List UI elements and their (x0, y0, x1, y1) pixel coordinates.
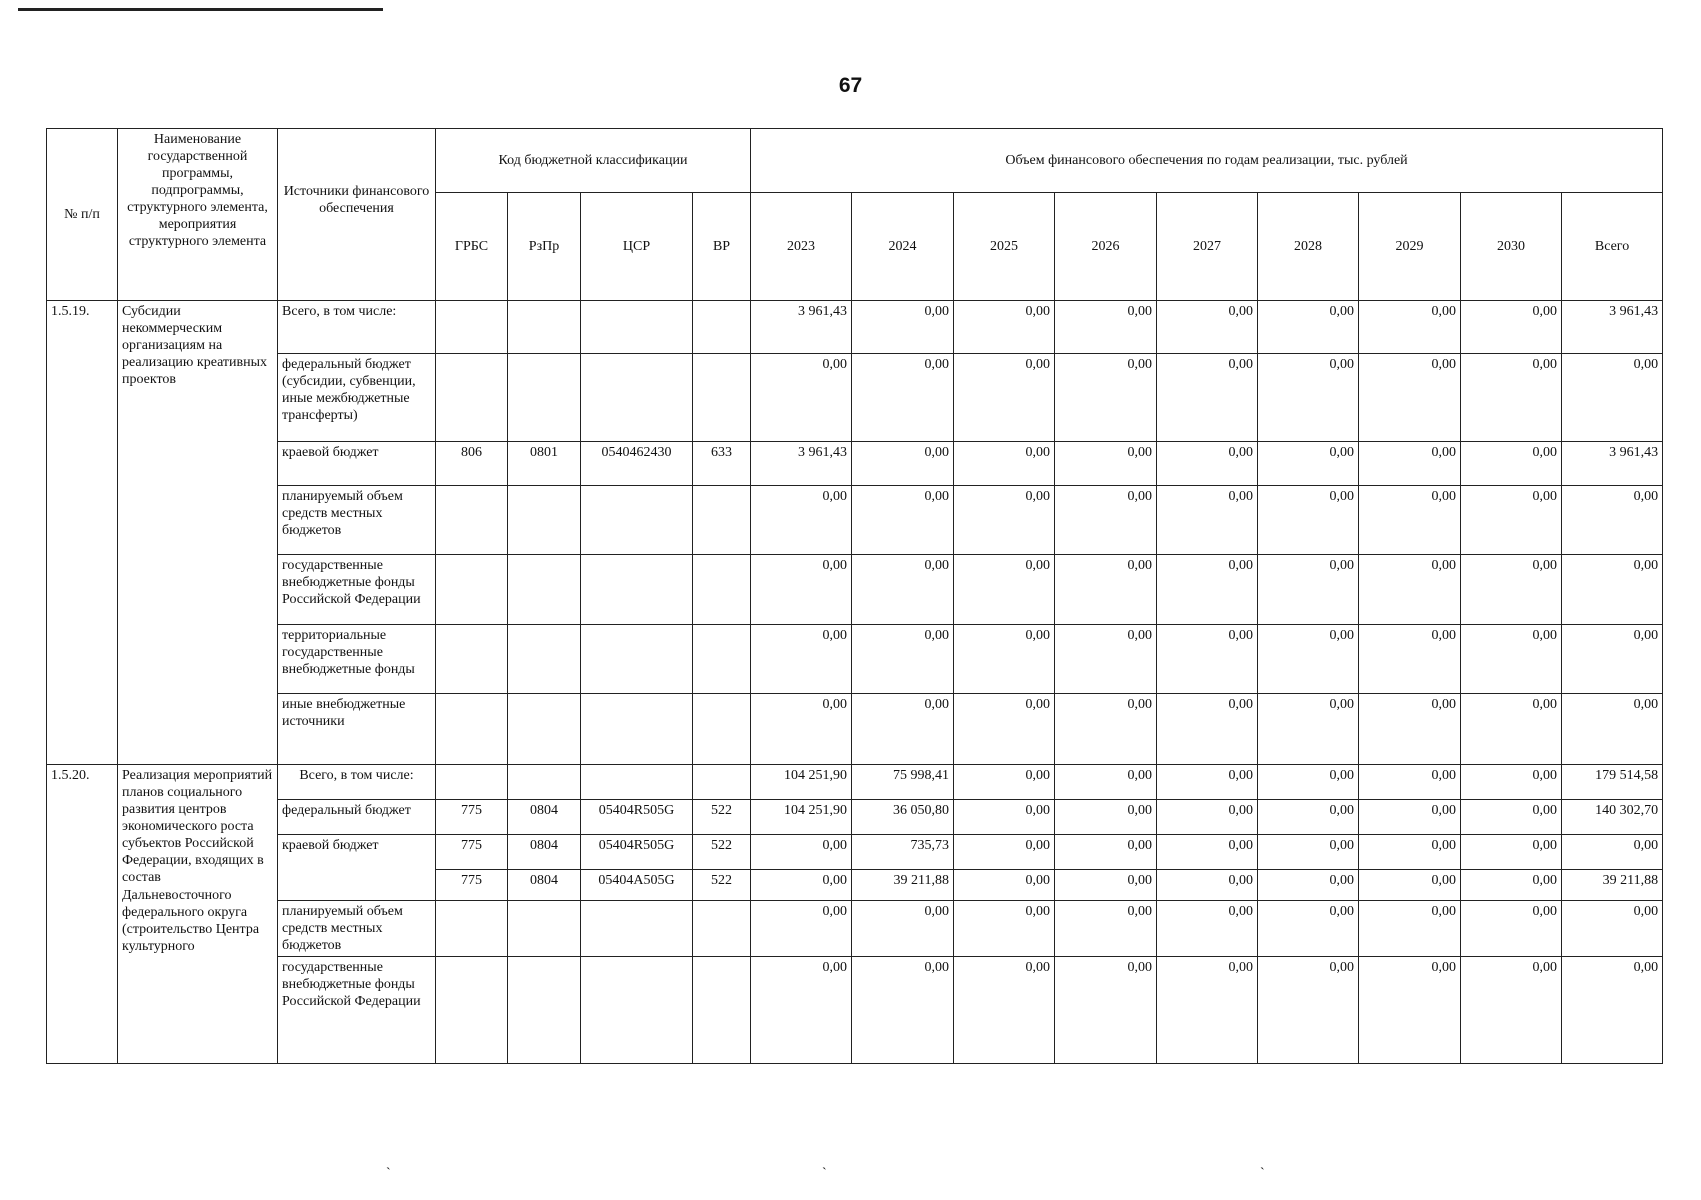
budget-code-cell (581, 354, 693, 442)
budget-code-cell: 775 (436, 870, 508, 901)
budget-code-cell (693, 486, 751, 555)
amount-cell: 0,00 (1562, 555, 1663, 625)
amount-cell: 104 251,90 (751, 765, 852, 800)
funding-source: планируемый объем средств местных бюджетов (278, 901, 436, 957)
budget-code-cell (581, 301, 693, 354)
amount-cell: 0,00 (1055, 835, 1157, 870)
amount-cell: 0,00 (1562, 486, 1663, 555)
amount-cell: 0,00 (954, 442, 1055, 486)
amount-cell: 0,00 (1055, 957, 1157, 1064)
amount-cell: 0,00 (1461, 486, 1562, 555)
amount-cell: 179 514,58 (1562, 765, 1663, 800)
funding-source: территориальные государственные внебюджетные фонды (278, 625, 436, 694)
budget-code-cell: 633 (693, 442, 751, 486)
amount-cell: 0,00 (1461, 301, 1562, 354)
amount-cell: 0,00 (1258, 486, 1359, 555)
amount-cell: 0,00 (954, 486, 1055, 555)
amount-cell: 0,00 (1157, 442, 1258, 486)
amount-cell: 0,00 (852, 957, 954, 1064)
amount-cell: 0,00 (1359, 625, 1461, 694)
budget-code-cell (693, 901, 751, 957)
budget-code-cell (581, 486, 693, 555)
amount-cell: 36 050,80 (852, 800, 954, 835)
amount-cell: 0,00 (1461, 870, 1562, 901)
amount-cell: 0,00 (1461, 555, 1562, 625)
budget-code-cell (508, 301, 581, 354)
amount-cell: 0,00 (1461, 957, 1562, 1064)
budget-code-cell: 05404R505G (581, 835, 693, 870)
budget-code-cell (581, 625, 693, 694)
funding-source: краевой бюджет (278, 442, 436, 486)
header-code: ЦСР (581, 193, 693, 301)
budget-code-cell (508, 625, 581, 694)
amount-cell: 0,00 (852, 486, 954, 555)
budget-code-cell (436, 625, 508, 694)
amount-cell: 0,00 (1461, 800, 1562, 835)
budget-code-cell (581, 694, 693, 765)
budget-code-cell (436, 765, 508, 800)
budget-code-cell (693, 694, 751, 765)
amount-cell: 0,00 (954, 694, 1055, 765)
budget-code-cell: 0801 (508, 442, 581, 486)
table-row (47, 555, 1663, 625)
budget-code-cell (508, 354, 581, 442)
amount-cell: 0,00 (1157, 957, 1258, 1064)
amount-cell: 39 211,88 (1562, 870, 1663, 901)
amount-cell: 0,00 (1258, 694, 1359, 765)
budget-code-cell (508, 957, 581, 1064)
table-row (47, 442, 1663, 486)
amount-cell: 735,73 (852, 835, 954, 870)
amount-cell: 0,00 (954, 765, 1055, 800)
amount-cell: 0,00 (1359, 354, 1461, 442)
amount-cell: 0,00 (751, 870, 852, 901)
budget-code-cell: 522 (693, 800, 751, 835)
header-year: 2029 (1359, 193, 1461, 301)
amount-cell: 0,00 (1157, 354, 1258, 442)
amount-cell: 0,00 (1157, 694, 1258, 765)
amount-cell: 104 251,90 (751, 800, 852, 835)
budget-code-cell: 05404A505G (581, 870, 693, 901)
budget-code-cell: 0804 (508, 870, 581, 901)
budget-code-cell (581, 901, 693, 957)
amount-cell: 0,00 (1461, 442, 1562, 486)
budget-code-cell: 522 (693, 835, 751, 870)
amount-cell: 0,00 (1461, 354, 1562, 442)
amount-cell: 0,00 (1157, 870, 1258, 901)
amount-cell: 0,00 (1055, 486, 1157, 555)
header-code: ВР (693, 193, 751, 301)
budget-code-cell (693, 354, 751, 442)
amount-cell: 0,00 (954, 301, 1055, 354)
budget-code-cell (508, 765, 581, 800)
amount-cell: 0,00 (1055, 301, 1157, 354)
header-volume-group: Объем финансового обеспечения по годам реализации, тыс. рублей (751, 129, 1663, 193)
budget-code-cell (693, 301, 751, 354)
amount-cell: 0,00 (1359, 957, 1461, 1064)
funding-source: планируемый объем средств местных бюджетов (278, 486, 436, 555)
header-year: 2027 (1157, 193, 1258, 301)
amount-cell: 0,00 (1461, 625, 1562, 694)
budget-code-cell: 05404R505G (581, 800, 693, 835)
header-year: 2024 (852, 193, 954, 301)
amount-cell: 0,00 (1258, 901, 1359, 957)
item-name: Субсидии некоммерческим организациям на реализацию креативных проектов (118, 301, 278, 765)
amount-cell: 0,00 (1359, 486, 1461, 555)
header-year: 2028 (1258, 193, 1359, 301)
budget-code-cell (581, 555, 693, 625)
amount-cell: 0,00 (1461, 765, 1562, 800)
amount-cell: 0,00 (1461, 694, 1562, 765)
amount-cell: 0,00 (1055, 625, 1157, 694)
amount-cell: 0,00 (1258, 957, 1359, 1064)
table-row (47, 957, 1663, 1064)
budget-code-cell (508, 486, 581, 555)
budget-code-cell (693, 625, 751, 694)
amount-cell: 0,00 (1359, 835, 1461, 870)
budget-code-cell (581, 957, 693, 1064)
amount-cell: 0,00 (1157, 301, 1258, 354)
header-num: № п/п (47, 129, 118, 301)
amount-cell: 0,00 (1359, 800, 1461, 835)
amount-cell: 0,00 (1562, 625, 1663, 694)
amount-cell: 0,00 (954, 901, 1055, 957)
header-year: Всего (1562, 193, 1663, 301)
amount-cell: 0,00 (1157, 765, 1258, 800)
budget-code-cell (581, 765, 693, 800)
amount-cell: 140 302,70 (1562, 800, 1663, 835)
amount-cell: 0,00 (1157, 901, 1258, 957)
amount-cell: 0,00 (852, 442, 954, 486)
amount-cell: 0,00 (1258, 301, 1359, 354)
amount-cell: 0,00 (751, 694, 852, 765)
funding-source: иные внебюджетные источники (278, 694, 436, 765)
table-row (47, 354, 1663, 442)
amount-cell: 0,00 (1258, 555, 1359, 625)
amount-cell: 0,00 (954, 870, 1055, 901)
amount-cell: 0,00 (852, 354, 954, 442)
table-row (47, 765, 1663, 800)
funding-source: федеральный бюджет (субсидии, субвенции, иные межбюджетные трансферты) (278, 354, 436, 442)
amount-cell: 3 961,43 (1562, 442, 1663, 486)
item-number: 1.5.20. (47, 765, 118, 1064)
amount-cell: 0,00 (1562, 835, 1663, 870)
table-row (47, 800, 1663, 835)
table-row (47, 486, 1663, 555)
funding-source: государственные внебюджетные фонды Российской Федерации (278, 555, 436, 625)
budget-code-cell (436, 901, 508, 957)
amount-cell: 0,00 (1258, 800, 1359, 835)
amount-cell: 0,00 (751, 555, 852, 625)
amount-cell: 0,00 (852, 625, 954, 694)
amount-cell: 0,00 (1359, 765, 1461, 800)
amount-cell: 0,00 (1157, 555, 1258, 625)
budget-code-cell (508, 555, 581, 625)
header-year: 2030 (1461, 193, 1562, 301)
header-code: ГРБС (436, 193, 508, 301)
budget-code-cell (693, 555, 751, 625)
amount-cell: 0,00 (1258, 625, 1359, 694)
amount-cell: 0,00 (1157, 835, 1258, 870)
amount-cell: 0,00 (1258, 870, 1359, 901)
header-year: 2023 (751, 193, 852, 301)
amount-cell: 0,00 (1562, 694, 1663, 765)
amount-cell: 0,00 (1157, 800, 1258, 835)
table-row (47, 625, 1663, 694)
funding-source: государственные внебюджетные фонды Российской Федерации (278, 957, 436, 1064)
funding-source: федеральный бюджет (278, 800, 436, 835)
amount-cell: 0,00 (1157, 486, 1258, 555)
budget-code-cell (436, 957, 508, 1064)
funding-source: Всего, в том числе: (278, 765, 436, 800)
amount-cell: 0,00 (1359, 870, 1461, 901)
amount-cell: 0,00 (1258, 835, 1359, 870)
amount-cell: 0,00 (852, 694, 954, 765)
table-row (47, 301, 1663, 354)
budget-code-cell (436, 694, 508, 765)
amount-cell: 0,00 (1359, 694, 1461, 765)
budget-code-cell: 775 (436, 800, 508, 835)
amount-cell: 0,00 (1055, 901, 1157, 957)
budget-code-cell: 0540462430 (581, 442, 693, 486)
amount-cell: 0,00 (751, 354, 852, 442)
top-rule (18, 8, 383, 11)
budget-code-cell (436, 301, 508, 354)
amount-cell: 0,00 (954, 800, 1055, 835)
amount-cell: 0,00 (1562, 901, 1663, 957)
amount-cell: 0,00 (1055, 765, 1157, 800)
amount-cell: 0,00 (954, 555, 1055, 625)
amount-cell: 0,00 (1157, 625, 1258, 694)
bottom-mark: ` (386, 1166, 391, 1181)
amount-cell: 0,00 (954, 957, 1055, 1064)
page-number: 67 (838, 74, 863, 97)
budget-code-cell (693, 957, 751, 1064)
funding-source: краевой бюджет (278, 835, 436, 901)
amount-cell: 0,00 (1562, 354, 1663, 442)
amount-cell: 0,00 (1359, 555, 1461, 625)
table-row (47, 901, 1663, 957)
header-code: РзПр (508, 193, 581, 301)
header-year: 2026 (1055, 193, 1157, 301)
amount-cell: 0,00 (954, 835, 1055, 870)
amount-cell: 0,00 (1258, 765, 1359, 800)
budget-code-cell (693, 765, 751, 800)
table-row (47, 694, 1663, 765)
amount-cell: 0,00 (751, 901, 852, 957)
amount-cell: 3 961,43 (751, 442, 852, 486)
amount-cell: 0,00 (1461, 901, 1562, 957)
header-name: Наименование государственной программы, подпрограммы, структурного элемента, мероприятия структурного элемента (118, 129, 278, 301)
table-row (47, 835, 1663, 870)
amount-cell: 75 998,41 (852, 765, 954, 800)
bottom-mark: ` (1260, 1166, 1265, 1181)
amount-cell: 0,00 (751, 625, 852, 694)
amount-cell: 0,00 (1258, 354, 1359, 442)
amount-cell: 0,00 (1055, 870, 1157, 901)
amount-cell: 3 961,43 (751, 301, 852, 354)
budget-code-cell (436, 555, 508, 625)
budget-code-cell: 0804 (508, 800, 581, 835)
budget-code-cell: 806 (436, 442, 508, 486)
budget-code-cell (508, 901, 581, 957)
budget-code-cell (436, 354, 508, 442)
funding-source: Всего, в том числе: (278, 301, 436, 354)
amount-cell: 0,00 (1055, 694, 1157, 765)
amount-cell: 0,00 (954, 354, 1055, 442)
header-year: 2025 (954, 193, 1055, 301)
amount-cell: 0,00 (1055, 442, 1157, 486)
amount-cell: 0,00 (1359, 442, 1461, 486)
amount-cell: 0,00 (1055, 354, 1157, 442)
amount-cell: 39 211,88 (852, 870, 954, 901)
amount-cell: 0,00 (1461, 835, 1562, 870)
item-name: Реализация мероприятий планов социального развития центров экономического роста субъектов Российской Федерации, входящих в состав Дальневосточного федерального округа (строительство Центра культурного (118, 765, 278, 1064)
header-source: Источники финансового обеспечения (278, 129, 436, 301)
amount-cell: 0,00 (1055, 800, 1157, 835)
budget-code-cell: 522 (693, 870, 751, 901)
budget-code-cell (508, 694, 581, 765)
header-codes-group: Код бюджетной классификации (436, 129, 751, 193)
amount-cell: 0,00 (852, 901, 954, 957)
amount-cell: 0,00 (1359, 901, 1461, 957)
amount-cell: 0,00 (751, 486, 852, 555)
budget-code-cell: 0804 (508, 835, 581, 870)
amount-cell: 3 961,43 (1562, 301, 1663, 354)
amount-cell: 0,00 (852, 555, 954, 625)
amount-cell: 0,00 (1055, 555, 1157, 625)
amount-cell: 0,00 (1562, 957, 1663, 1064)
amount-cell: 0,00 (1359, 301, 1461, 354)
budget-table (46, 128, 1663, 1064)
amount-cell: 0,00 (751, 835, 852, 870)
budget-code-cell: 775 (436, 835, 508, 870)
item-number: 1.5.19. (47, 301, 118, 765)
bottom-mark: ` (822, 1166, 827, 1181)
amount-cell: 0,00 (1258, 442, 1359, 486)
budget-code-cell (436, 486, 508, 555)
amount-cell: 0,00 (852, 301, 954, 354)
amount-cell: 0,00 (954, 625, 1055, 694)
amount-cell: 0,00 (751, 957, 852, 1064)
